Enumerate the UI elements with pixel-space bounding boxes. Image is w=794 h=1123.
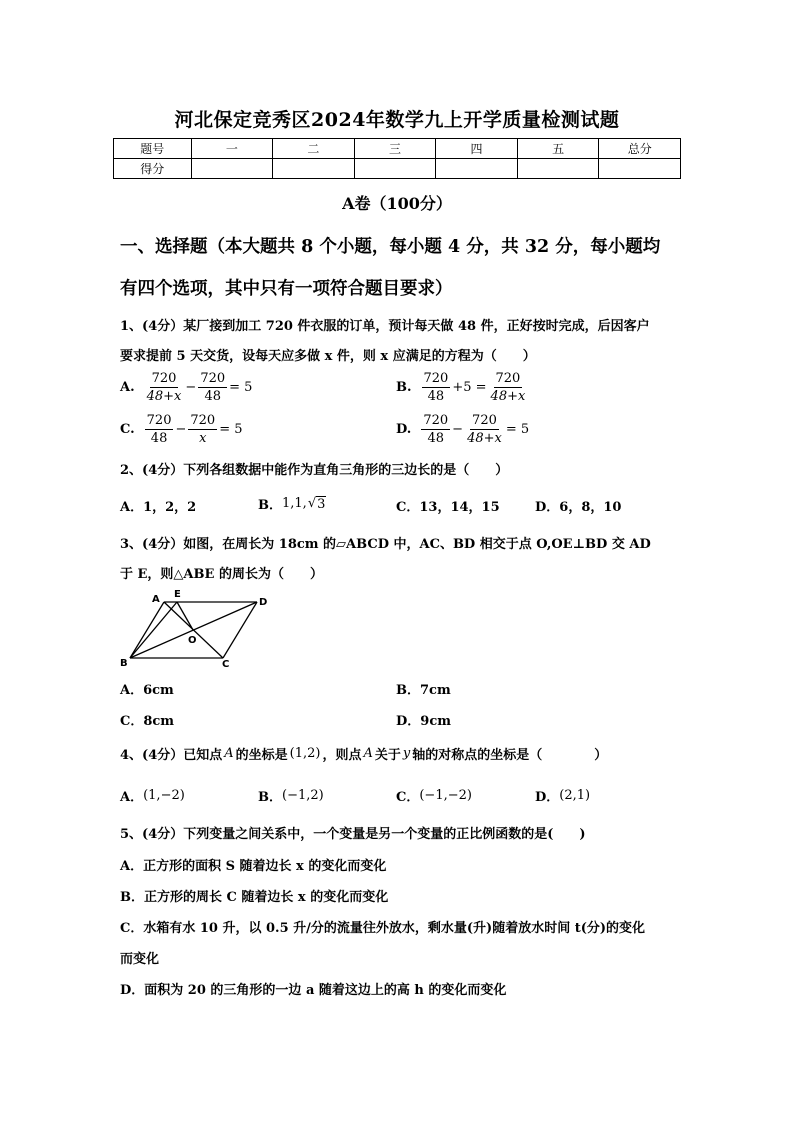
option-label: D.: [396, 422, 412, 437]
q4-option-c[interactable]: [396, 786, 472, 805]
volume-heading: A卷（100分）: [342, 194, 452, 213]
option-label: C.: [120, 422, 135, 437]
exam-title: 河北保定竞秀区2024年数学九上开学质量检测试题: [174, 109, 620, 131]
equation-rhs: = 5: [505, 422, 530, 437]
operator: +5 =: [452, 380, 487, 395]
score-header-cell: 题号: [114, 139, 192, 159]
q1-stem-line2: 要求提前 5 天交货，设每天应多做 x 件，则 x 应满足的方程为（ ）: [120, 349, 536, 364]
option-label: B．: [258, 790, 282, 805]
section-heading-line1: 一、选择题（本大题共 8 个小题，每小题 4 分，共 32 分，每小题均: [120, 237, 661, 257]
fraction-numerator: 720: [472, 413, 497, 428]
fraction-numerator: 720: [423, 371, 449, 386]
option-label: A．: [120, 790, 144, 805]
q2-stem: 2、(4分）下列各组数据中能作为直角三角形的三边长的是（ ）: [120, 463, 509, 478]
point-label-e: E: [174, 589, 181, 600]
q3-option-d[interactable]: D．9cm: [396, 714, 451, 729]
q4-stem-part: 的坐标是: [235, 748, 288, 763]
equation-rhs: = 5: [229, 380, 253, 395]
q5-option-b[interactable]: B．正方形的周长 C 随着边长 x 的变化而变化: [120, 890, 389, 905]
q4-coordinate: (1,2): [289, 746, 321, 761]
q5-option-a[interactable]: A．正方形的面积 S 随着边长 x 的变化而变化: [120, 859, 387, 874]
operator: −: [452, 422, 464, 437]
q4-option-d-value: (2,1): [559, 788, 591, 803]
score-header-cell: 四: [436, 139, 518, 159]
option-label: B.: [396, 380, 412, 395]
score-cell[interactable]: [273, 159, 355, 179]
fraction-denominator: 48: [427, 431, 445, 446]
q1-option-c[interactable]: [120, 412, 243, 447]
score-cell[interactable]: [517, 159, 599, 179]
fraction-denominator: 48+x: [146, 389, 182, 404]
q3-option-c[interactable]: C．8cm: [120, 714, 175, 729]
q1-option-c-equation: [143, 412, 243, 447]
q3-option-a[interactable]: A．6cm: [120, 683, 174, 698]
q4-option-a[interactable]: [120, 786, 185, 805]
score-header-cell: 一: [191, 139, 273, 159]
fraction-numerator: 720: [200, 371, 226, 386]
q2-option-b[interactable]: [258, 494, 326, 513]
side-ab: [130, 602, 164, 658]
fraction-denominator: 48: [204, 389, 221, 404]
q3-stem-line2: 于 E，则△ABE 的周长为（ ）: [120, 567, 323, 582]
q1-option-a[interactable]: [120, 370, 252, 405]
segment-be: [130, 602, 177, 658]
q4-point-variable: A: [363, 746, 373, 761]
score-cell[interactable]: [599, 159, 681, 179]
q4-stem-part: ，则点: [322, 748, 362, 763]
q1-option-b-equation: [420, 370, 530, 405]
point-label-a: A: [152, 594, 160, 605]
fraction-denominator: 48: [150, 431, 168, 446]
q5-option-c-line2[interactable]: 而变化: [120, 952, 160, 967]
q1-option-d[interactable]: [396, 412, 529, 447]
q5-stem: 5、(4分）下列变量之间关系中，一个变量是另一个变量的正比例函数的是( ): [120, 827, 586, 842]
q4-option-b-value: (−1,2): [282, 788, 324, 803]
score-table-score-row: [114, 159, 681, 179]
fraction-numerator: 720: [495, 371, 521, 386]
q2-option-b-values: 1,1,: [282, 496, 307, 511]
sqrt-radicand: 3: [317, 496, 326, 512]
q5-option-d[interactable]: D．面积为 20 的三角形的一边 a 随着这边上的高 h 的变化而变化: [120, 983, 507, 998]
score-table: [113, 138, 681, 179]
sqrt-icon: √: [307, 496, 317, 511]
point-label-d: D: [259, 597, 268, 608]
equation-rhs: = 5: [219, 422, 243, 437]
q2-option-a[interactable]: A．1，2，2: [120, 500, 197, 515]
q3-stem-line1: 3、(4分）如图，在周长为 18cm 的▱ABCD 中，AC、BD 相交于点 O,OE⊥BD 交 AD: [120, 537, 651, 552]
fraction-denominator: x: [199, 431, 207, 446]
score-table-header-row: [114, 139, 681, 159]
fraction-numerator: 720: [423, 413, 449, 428]
q3-option-b[interactable]: B．7cm: [396, 683, 451, 698]
q4-option-d[interactable]: [535, 786, 590, 805]
operator: −: [175, 422, 187, 437]
q4-stem-part: 4、(4分）已知点: [120, 748, 223, 763]
q5-option-c-line1[interactable]: C．水箱有水 10 升，以 0.5 升/分的流量往外放水，剩水量(升)随着放水时间 t(分)的变化: [120, 921, 646, 936]
option-label: B．: [258, 498, 282, 513]
q4-stem-part: 轴的对称点的坐标是（ ）: [412, 748, 608, 763]
q1-stem-line1: 1、(4分）某厂接到加工 720 件衣服的订单，预计每天做 48 件，正好按时完成，后因客户: [120, 319, 650, 334]
diagonal-bd: [130, 602, 257, 658]
side-dc: [223, 602, 257, 658]
point-label-b: B: [120, 658, 128, 669]
option-label: C．: [396, 790, 420, 805]
q4-option-c-value: (−1,−2): [419, 788, 472, 803]
score-header-cell: 总分: [599, 139, 681, 159]
score-row-label: 得分: [114, 159, 192, 179]
score-header-cell: 五: [517, 139, 599, 159]
fraction-denominator: 48+x: [467, 431, 502, 446]
fraction-numerator: 720: [151, 371, 177, 386]
q2-option-d[interactable]: D．6，8，10: [535, 500, 622, 515]
option-label: D．: [535, 790, 560, 805]
q4-axis-variable: y: [402, 746, 411, 761]
fraction-denominator: 48: [427, 389, 445, 404]
q1-option-a-equation: [143, 370, 253, 405]
parallelogram-diagram: [116, 588, 276, 670]
score-cell[interactable]: [354, 159, 436, 179]
score-header-cell: 二: [273, 139, 355, 159]
q4-stem: [120, 744, 607, 763]
q4-stem-part: 关于: [374, 748, 401, 763]
q4-option-b[interactable]: [258, 786, 324, 805]
fraction-numerator: 720: [190, 413, 216, 428]
q2-option-c[interactable]: C．13，14，15: [396, 500, 500, 515]
fraction-numerator: 720: [146, 413, 172, 428]
q4-option-a-value: (1,−2): [143, 788, 185, 803]
point-label-o: O: [188, 635, 197, 646]
score-cell[interactable]: [436, 159, 518, 179]
point-label-c: C: [222, 659, 230, 670]
q1-option-b[interactable]: [396, 370, 529, 405]
section-heading-line2: 有四个选项，其中只有一项符合题目要求）: [120, 279, 453, 299]
score-cell[interactable]: [191, 159, 273, 179]
operator: −: [185, 380, 197, 395]
score-header-cell: 三: [354, 139, 436, 159]
fraction-denominator: 48+x: [490, 389, 526, 404]
q1-option-d-equation: [419, 412, 529, 447]
q4-point-variable: A: [224, 746, 234, 761]
option-label: A.: [120, 380, 135, 395]
